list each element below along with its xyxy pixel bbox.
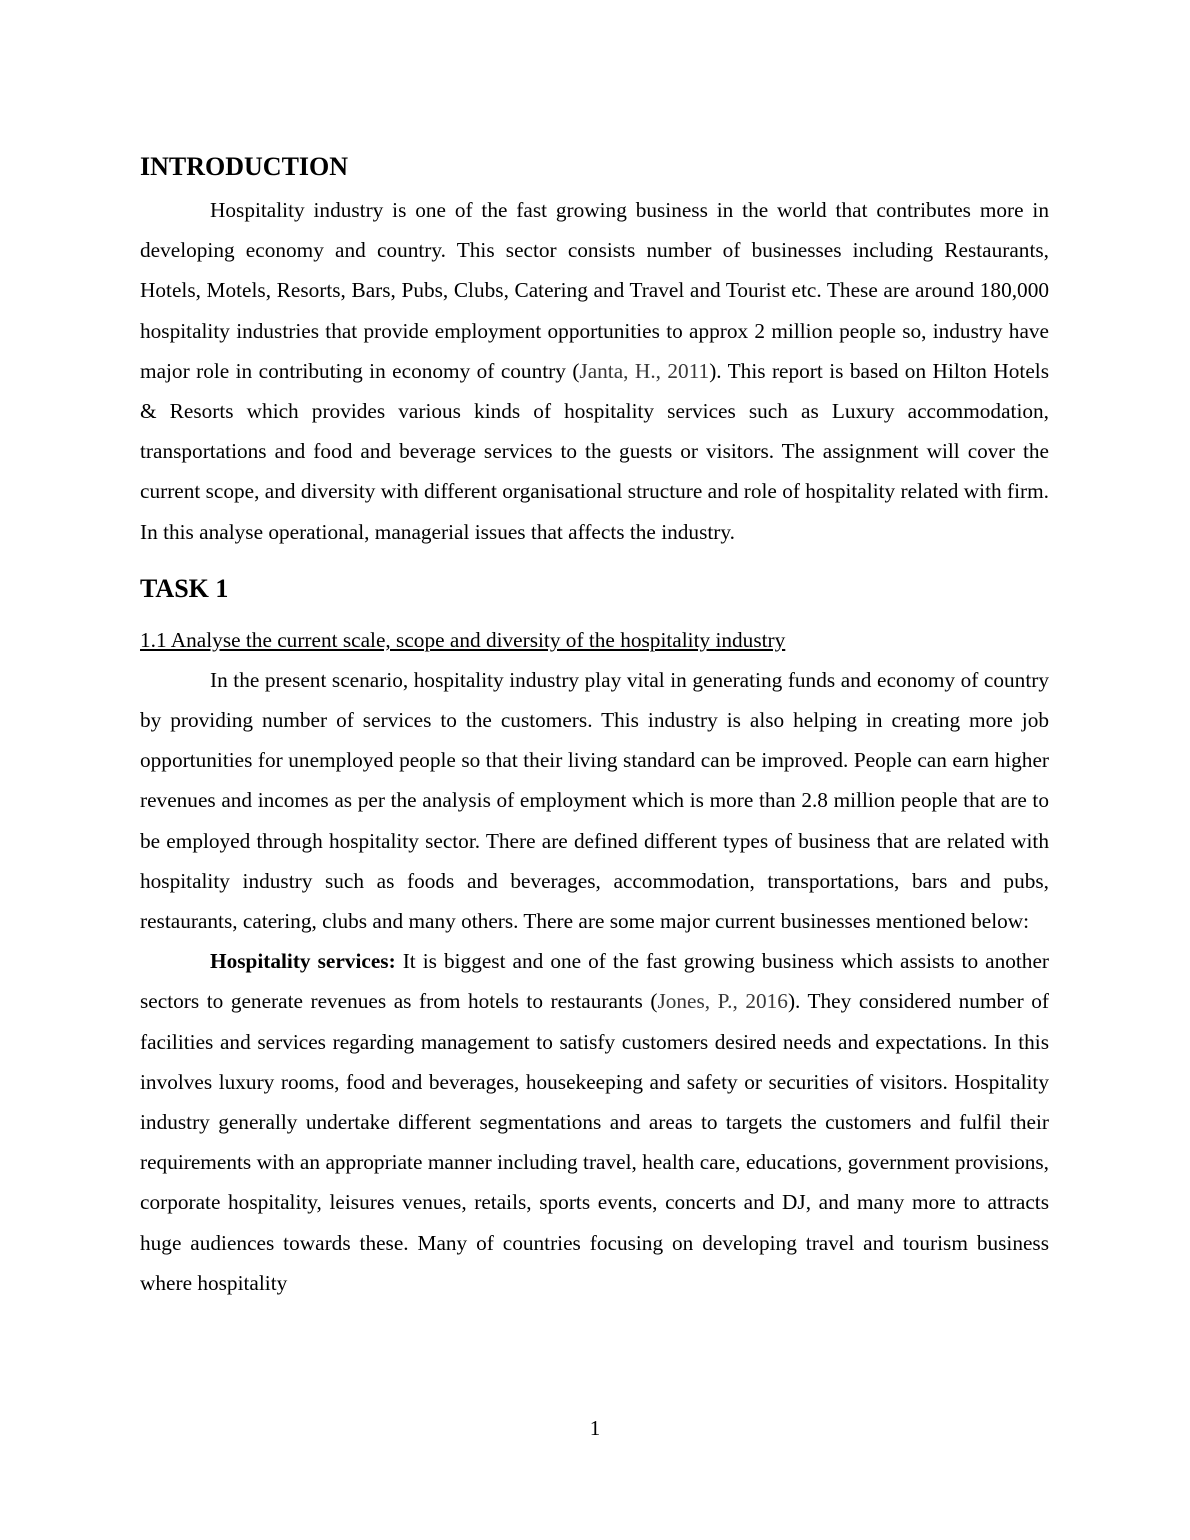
document-page bbox=[140, 148, 1049, 1303]
text: ). They considered number of facilities and services regarding management to satisfy customers desired needs and expectations. In this involves luxury rooms, food and beverages, housekeeping and safety or securities of visitors. Hospitality industry generally undertake different segmentations and areas to targets the customers and fulfil their requirements with an appropriate manner including travel, health care, educations, government provisions, corporate hospitality, leisures venues, retails, sports events, concerts and DJ, and many more to attracts huge audiences towards these. Many of countries focusing on developing travel and tourism business where hospitality bbox=[140, 989, 1049, 1295]
heading-introduction: INTRODUCTION bbox=[140, 152, 349, 181]
text: Hospitality industry is one of the fast growing business in the world that contributes more in developing economy and country. This sector consists number of businesses including Restaurants, Hotels, Motels, Resorts, Bars, Pubs, Clubs, Catering and Travel and Tourist etc. These are around 180,000 hospitality industries that provide employment opportunities to approx 2 million people so, industry have major role in contributing in economy of country ( bbox=[140, 198, 1049, 383]
subheading-1-1: 1.1 Analyse the current scale, scope and diversity of the hospitality industry bbox=[140, 627, 786, 652]
text: It is biggest and one of the fast growing business which assists to another sectors to generate revenues as from hotels to restaurants ( bbox=[140, 949, 1049, 1014]
citation: Jones, P., 2016 bbox=[657, 989, 788, 1014]
text: ). This report is based on Hilton Hotels & Resorts which provides various kinds of hospitality services such as Luxury accommodation, transportations and food and beverage services to the guests or visitors. The assignment will cover the current scope, and diversity with different organisational structure and role of hospitality related with firm. In this analyse operational, managerial issues that affects the industry. bbox=[140, 358, 1049, 544]
intro-paragraph bbox=[140, 190, 1049, 552]
heading-task-1: TASK 1 bbox=[140, 573, 229, 603]
paragraph-hospitality-services bbox=[140, 941, 1049, 1303]
page-number: 1 bbox=[589, 1416, 601, 1440]
bold-term: Hospitality services: bbox=[210, 949, 396, 974]
citation: Janta, H., 2011 bbox=[579, 358, 710, 383]
paragraph-scenario: In the present scenario, hospitality industry play vital in generating funds and economy of country by providing number of services to the customers. This industry is also helping in creating more job opportunities for unemployed people so that their living standard can be improved. People can earn higher revenues and incomes as per the analysis of employment which is more than 2.8 million people that are to be employed through hospitality sector. There are defined different types of business that are related with hospitality industry such as foods and beverages, accommodation, transportations, bars and pubs, restaurants, catering, clubs and many others. There are some major current businesses mentioned below: bbox=[140, 667, 1049, 934]
